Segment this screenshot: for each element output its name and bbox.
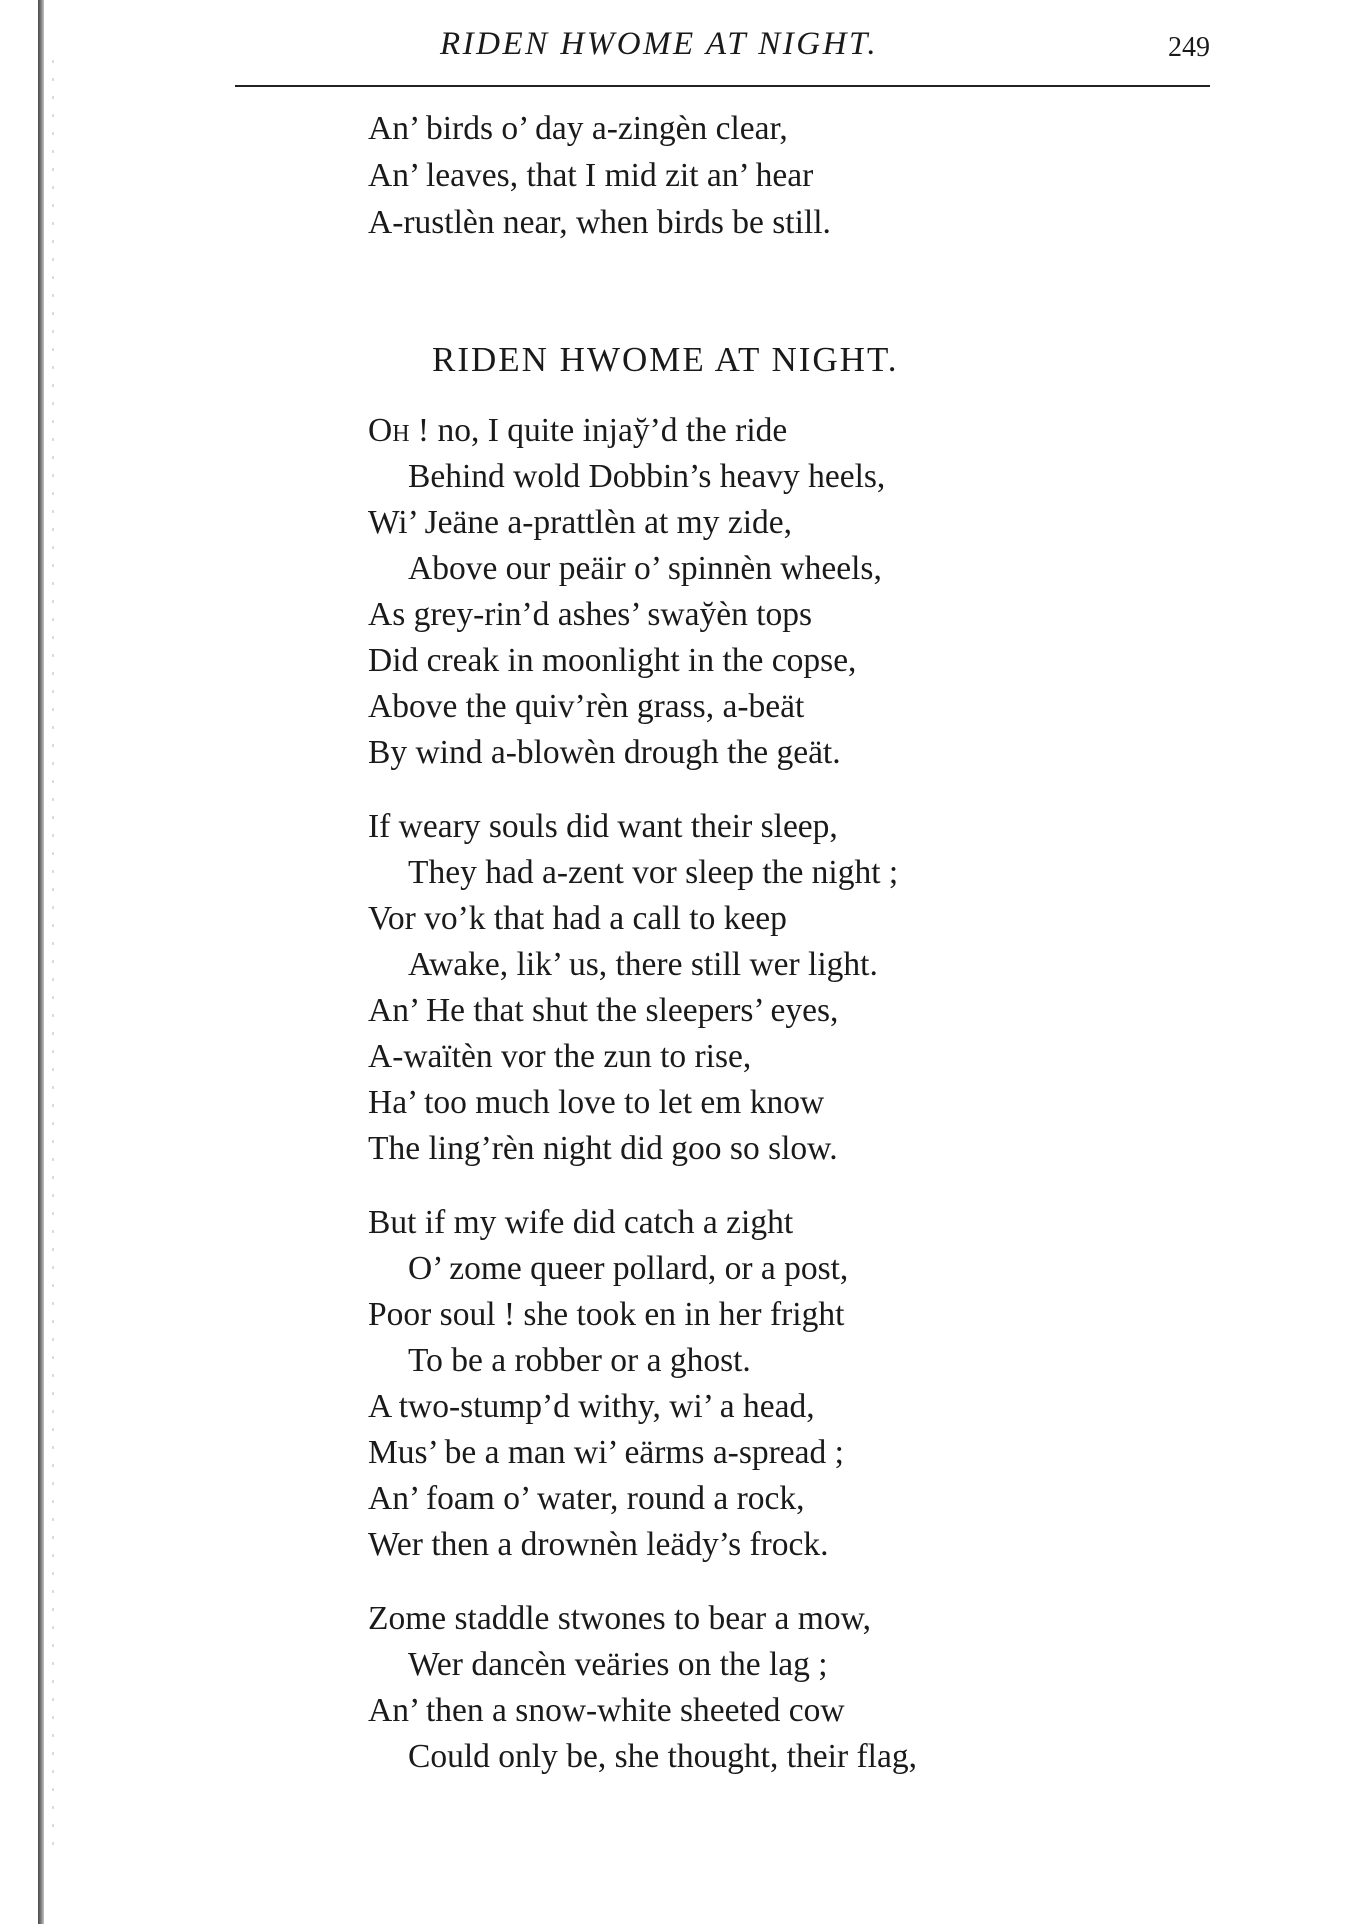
stanza-line: The ling’rèn night did goo so slow. — [368, 1130, 838, 1167]
binding-shadow — [38, 0, 44, 1924]
stanza-line: An’ He that shut the sleepers’ eyes, — [368, 992, 839, 1029]
stanza-line: Above the quiv’rèn grass, a-beät — [368, 688, 805, 725]
stanza-line: A-waïtèn vor the zun to rise, — [368, 1038, 752, 1075]
stanza-line: Zome staddle stwones to bear a mow, — [368, 1600, 871, 1637]
stanza-line: By wind a-blowèn drough the geät. — [368, 734, 841, 771]
initial-capital: O — [368, 412, 393, 449]
stanza-line: But if my wife did catch a zight — [368, 1204, 794, 1241]
poem-title: RIDEN HWOME AT NIGHT. — [432, 340, 899, 379]
prev-poem-line: An’ leaves, that I mid zit an’ hear — [368, 157, 814, 194]
stanza-line: Behind wold Dobbin’s heavy heels, — [408, 458, 886, 495]
stanza-line: Poor soul ! she took en in her fright — [368, 1296, 845, 1333]
stanza-line: Wer dancèn veäries on the lag ; — [408, 1646, 828, 1683]
stanza-line: They had a-zent vor sleep the night ; — [408, 854, 899, 891]
running-head: RIDEN HWOME AT NIGHT. — [440, 26, 879, 62]
stanza-line: Vor vo’k that had a call to keep — [368, 900, 787, 937]
stanza-line: Did creak in moonlight in the copse, — [368, 642, 857, 679]
stanza-line: As grey-rin’d ashes’ sway̆èn tops — [368, 596, 813, 633]
prev-poem-line: A-rustlèn near, when birds be still. — [368, 204, 831, 241]
stanza-line: An’ foam o’ water, round a rock, — [368, 1480, 805, 1517]
binding-marks — [52, 60, 54, 1860]
stanza-line: Ha’ too much love to let em know — [368, 1084, 825, 1121]
stanza-line: Mus’ be a man wi’ eärms a-spread ; — [368, 1434, 844, 1471]
stanza-line: Wer then a drownèn leädy’s frock. — [368, 1526, 829, 1563]
stanza-line: Awake, lik’ us, there still wer light. — [408, 946, 878, 983]
stanza-line: An’ then a snow-white sheeted cow — [368, 1692, 845, 1729]
page-number: 249 — [1168, 32, 1210, 63]
stanza-line: Could only be, she thought, their flag, — [408, 1738, 917, 1775]
stanza-line: To be a robber or a ghost. — [408, 1342, 751, 1379]
small-cap: H — [392, 421, 410, 447]
line-text: ! no, I quite injay̆’d the ride — [409, 412, 788, 449]
stanza-line: Above our peäir o’ spinnèn wheels, — [408, 550, 882, 587]
stanza-line: Wi’ Jeäne a-prattlèn at my zide, — [368, 504, 793, 541]
stanza-line: A two-stump’d withy, wi’ a head, — [368, 1388, 815, 1425]
stanza-1-line-1 — [368, 414, 787, 448]
stanza-line: O’ zome queer pollard, or a post, — [408, 1250, 849, 1287]
header-rule — [235, 85, 1210, 87]
prev-poem-line: An’ birds o’ day a-zingèn clear, — [368, 110, 788, 147]
stanza-line: If weary souls did want their sleep, — [368, 808, 838, 845]
